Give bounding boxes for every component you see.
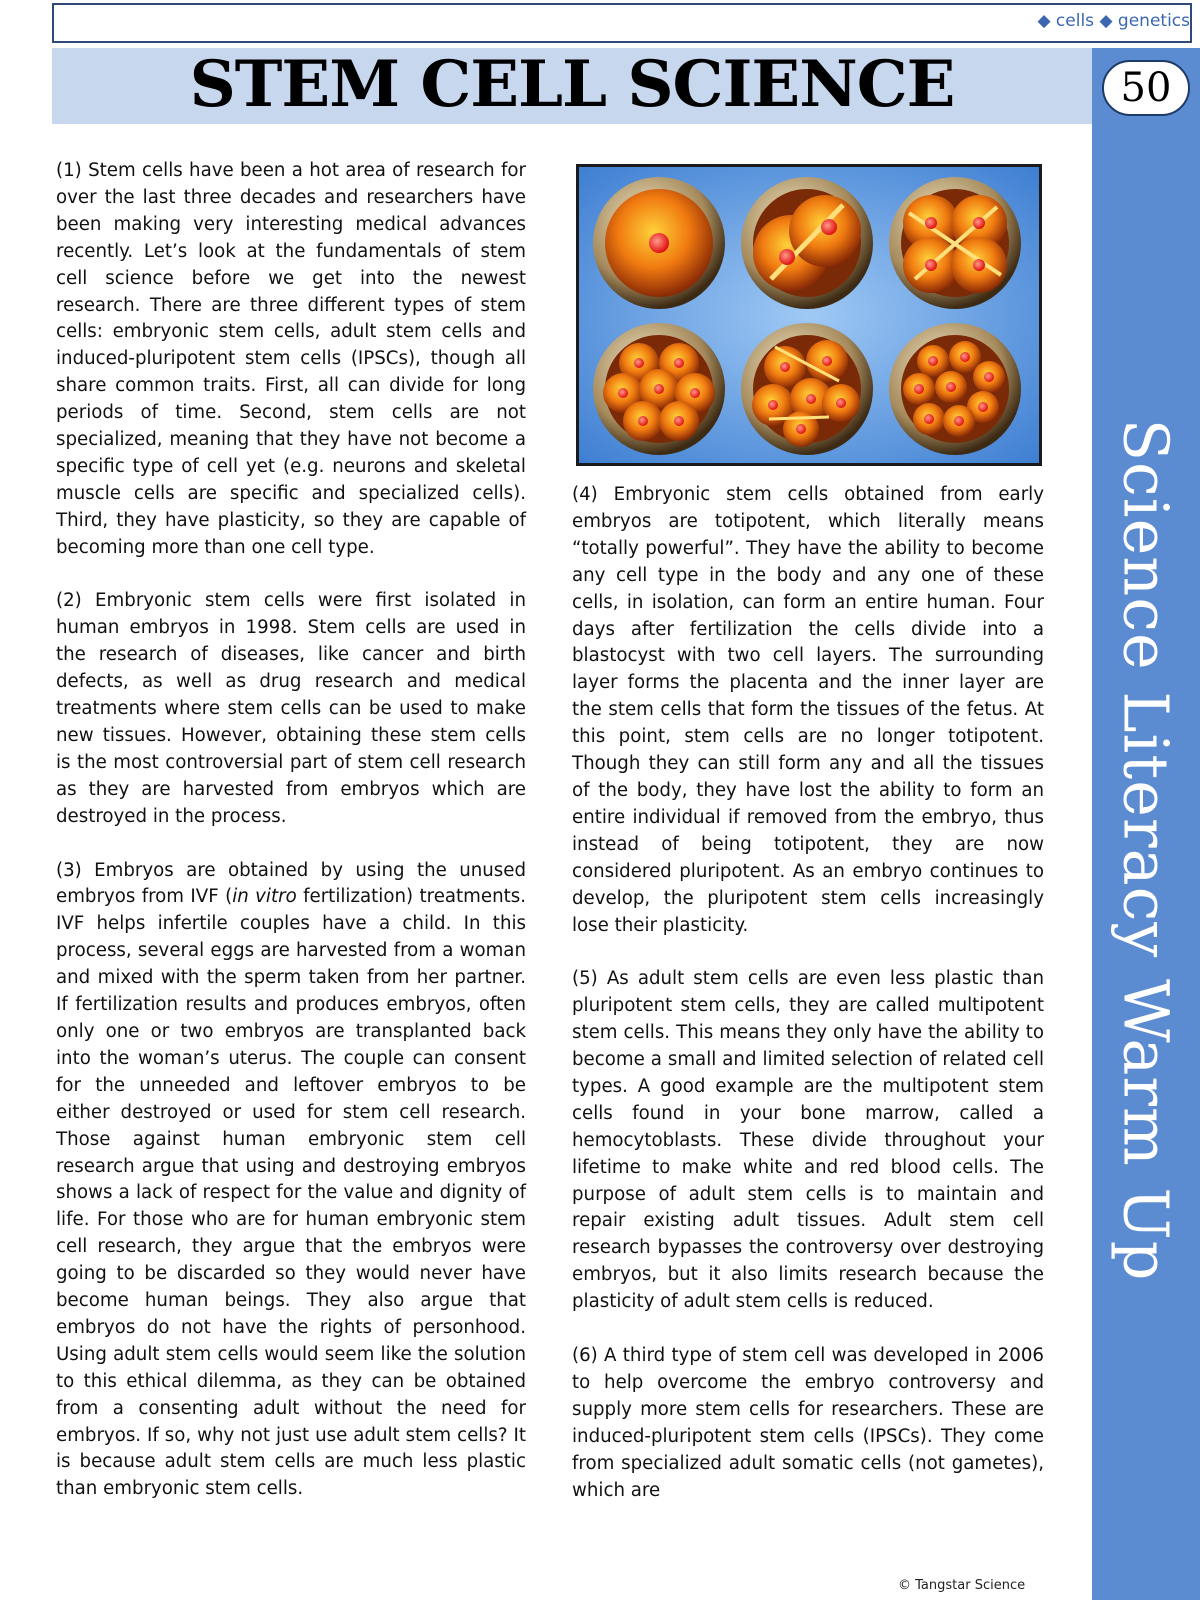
paragraph-text: Embryonic stem cells obtained from early embryos are totipotent, which literally means “totally powerful”. They have the ability to become any cell type in the body and any one of these cells, in isolation, can form an entire human. Four days after fertilization the cells divide into a blastocyst with two cell layers. The surrounding layer forms the placenta and the inner layer are the stem cells that form the tissues of the fetus. At this point, stem cells are no longer totipotent. Though they can still form any and all the tissues of the body, they have lost the ability to form an entire individual if removed from the embryo, thus instead of being totipotent, they are now considered pluripotent. As an embryo continues to develop, the pluripotent stem cells increasingly lose their plasticity. xyxy=(572,484,1044,936)
page-number-badge: 50 xyxy=(1102,60,1190,116)
paragraph-italic: in vitro xyxy=(232,886,297,908)
zygote-cell xyxy=(593,177,725,309)
paragraph-4 xyxy=(572,482,1044,939)
paragraph-text: Stem cells have been a hot area of research for over the last three decades and researchers have been making very interesting medical advances recently. Let’s look at the fundamentals of stem cell science before we get into the newest research. There are three different types of stem cells: embryonic stem cells, adult stem cells and induced-pluripotent stem cells (IPSCs), though all share common traits. First, all can divide for long periods of time. Second, stem cells are not specialized, meaning that they have not become a specific type of cell yet (e.g. neurons and skeletal muscle cells are specific and specialized cells). Third, they have plasticity, so they are capable of becoming more than one cell type. xyxy=(56,160,526,558)
paragraph-2 xyxy=(56,588,526,830)
paragraph-number: (6) xyxy=(572,1344,598,1366)
cell-division-svg xyxy=(579,167,1039,463)
topic-tags: ◆ cells ◆ genetics xyxy=(1037,11,1190,31)
two-cell-stage xyxy=(741,177,873,309)
paragraph-1 xyxy=(56,158,526,562)
morula-stage xyxy=(889,323,1021,455)
right-column xyxy=(572,482,1044,1531)
cell-division-illustration xyxy=(576,164,1042,466)
paragraph-text: Embryonic stem cells were first isolated in human embryos in 1998. Stem cells are used in the research of diseases, like cancer and birth defects, as well as drug research and medical treatments where stem cells can be used to make new tissues. However, obtaining these stem cells is the most controversial part of stem cell research as they are harvested from embryos which are destroyed in the process. xyxy=(56,590,526,827)
paragraph-text: fertilization) treatments. IVF helps infertile couples have a child. In this process, several eggs are harvested from a woman and mixed with the sperm taken from her partner. If fertilization results and produces embryos, often only one or two embryos are transplanted back into the woman’s uterus. The couple can consent for the unneeded and leftover embryos to be either destroyed or used for stem cell research. Those against human embryonic stem cell research argue that using and destroying embryos shows a lack of respect for the value and dignity of life. For those who are for human embryonic stem cell research, they argue that the embryos were going to be discarded so they would never have become human beings. They also argue that embryos do not have the rights of personhood. Using adult stem cells would seem like the solution to this ethical dilemma, as they can be obtained from a consenting adult without the need for embryos. If so, why not just use adult stem cells? It is because adult stem cells are much less plastic than embryonic stem cells. xyxy=(56,886,526,1500)
title-band xyxy=(52,48,1092,124)
paragraph-6 xyxy=(572,1343,1044,1504)
dividing-eight-cell-stage xyxy=(741,323,873,455)
series-title: Science Literacy Warm Up xyxy=(1109,418,1183,1282)
four-cell-stage xyxy=(889,177,1021,309)
copyright-credit: © Tangstar Science xyxy=(898,1578,1026,1593)
paragraph-text: As adult stem cells are even less plastic than pluripotent stem cells, they are called multipotent stem cells. This means they only have the ability to become a small and limited selection of related cell types. A good example are the multipotent stem cells found in your bone marrow, called a hemocytoblasts. These divide throughout your lifetime to make white and red blood cells. The purpose of adult stem cells is to maintain and repair existing adult tissues. Adult stem cell research bypasses the controversy over destroying embryos, but it also limits research because the plasticity of adult stem cells is reduced. xyxy=(572,968,1044,1313)
paragraph-number: (2) xyxy=(56,590,82,612)
eight-cell-stage xyxy=(593,323,725,455)
top-tag-bar xyxy=(52,3,1192,43)
paragraph-number: (1) xyxy=(56,160,82,181)
paragraph-5 xyxy=(572,966,1044,1316)
paragraph-text: Embryos are obtained by using the unused embryos from IVF ( xyxy=(56,859,526,908)
left-column xyxy=(56,158,526,1530)
paragraph-number: (4) xyxy=(572,484,598,505)
paragraph-text: A third type of stem cell was developed in 2006 to help overcome the embryo controversy and supply more stem cells for researchers. These are induced-pluripotent stem cells (IPSCs). They come from specialized adult somatic cells (not gametes), which are xyxy=(572,1344,1044,1501)
paragraph-number: (5) xyxy=(572,968,598,990)
page-title: STEM CELL SCIENCE xyxy=(189,47,955,122)
paragraph-3 xyxy=(56,858,526,1504)
paragraph-number: (3) xyxy=(56,859,82,881)
